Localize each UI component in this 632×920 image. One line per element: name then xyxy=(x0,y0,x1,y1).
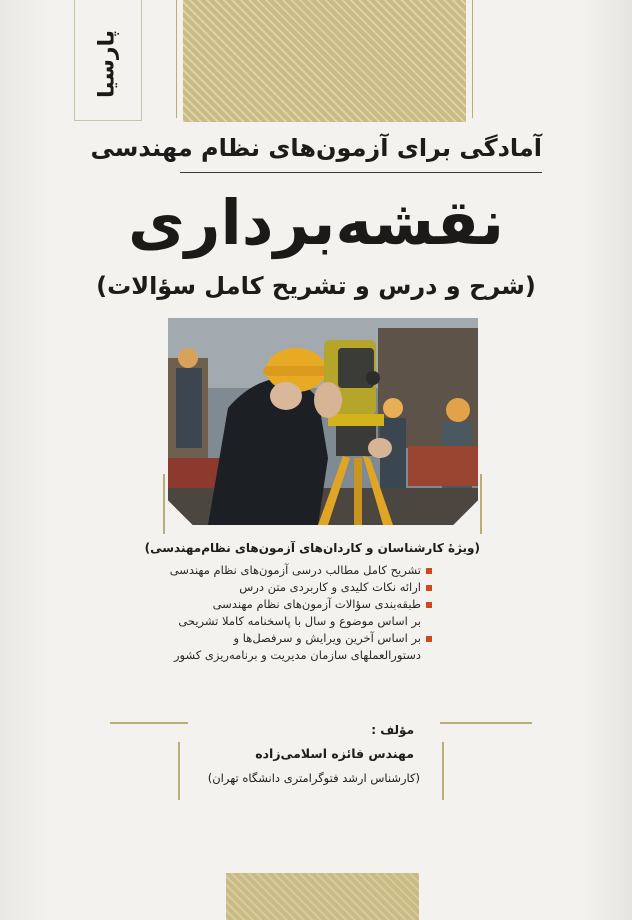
feature-item: تشریح کامل مطالب درسی آزمون‌های نظام مهندسی xyxy=(160,562,432,579)
bullet-square-icon xyxy=(426,602,432,608)
tagline: آمادگی برای آزمون‌های نظام مهندسی xyxy=(90,134,542,162)
author-name: مهندس فائزه اسلامی‌زاده xyxy=(255,746,414,761)
bullet-square-icon xyxy=(426,585,432,591)
photo-frame-left xyxy=(163,474,165,534)
target-audience: (ویژهٔ کارشناسان و کاردان‌های آزمون‌های نظام‌مهندسی) xyxy=(144,541,480,555)
feature-item-continuation: بر اساس موضوع و سال با پاسخنامه کاملا تشریحی xyxy=(178,614,421,628)
author-divider-left xyxy=(110,722,188,724)
feature-item: بر اساس آخرین ویرایش و سرفصل‌ها و xyxy=(160,630,432,647)
tagline-divider xyxy=(180,172,542,173)
guide-line xyxy=(472,0,473,118)
feature-item-continuation: دستورالعملهای سازمان مدیریت و برنامه‌ریزی کشور xyxy=(173,648,421,662)
guide-line xyxy=(176,0,177,118)
publisher-logo: پارسیا xyxy=(94,29,120,99)
author-guide-right xyxy=(442,742,444,800)
book-title: نقشه‌برداری xyxy=(127,186,505,259)
author-guide-left xyxy=(178,742,180,800)
photo-frame-right xyxy=(480,474,482,534)
feature-item: ارائه نکات کلیدی و کاربردی متن درس xyxy=(160,579,432,596)
author-label: مؤلف : xyxy=(371,723,414,737)
bottom-pattern-band xyxy=(226,873,419,920)
surveyor-photo-icon xyxy=(168,318,478,525)
top-pattern-band xyxy=(183,0,466,122)
author-divider-right xyxy=(440,722,532,724)
feature-item: طبقه‌بندی سؤالات آزمون‌های نظام مهندسی xyxy=(160,596,432,613)
author-degree: (کارشناس ارشد فتوگرامتری دانشگاه تهران) xyxy=(207,771,420,785)
book-subtitle: (شرح و درس و تشریح کامل سؤالات) xyxy=(96,272,536,300)
feature-list xyxy=(160,562,432,664)
bullet-square-icon xyxy=(426,636,432,642)
cover-photo xyxy=(168,318,478,525)
bullet-square-icon xyxy=(426,568,432,574)
